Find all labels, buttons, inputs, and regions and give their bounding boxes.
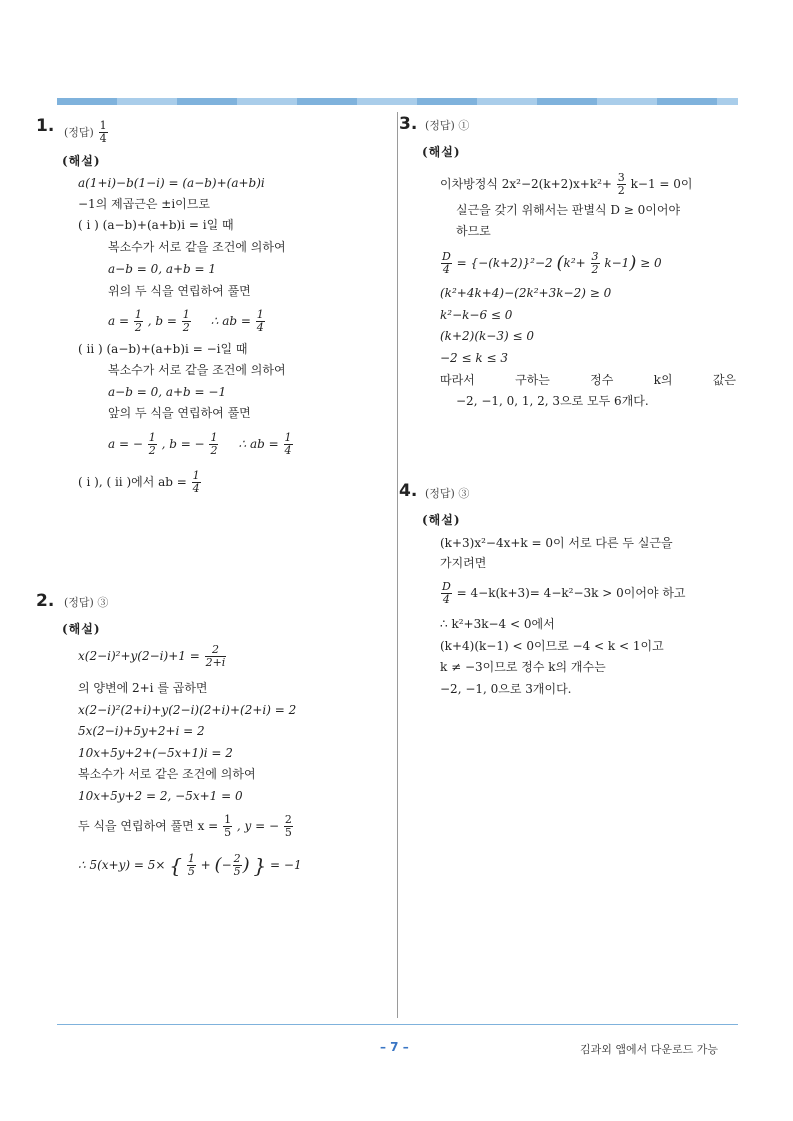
q3-heading: (해설) [422,145,461,159]
q2-answer: (정답) ③ [64,596,109,609]
q4-line: (k+3)x²−4x+k = 0이 서로 다른 두 실근을 [440,536,673,550]
q1-case2-line: 복소수가 서로 같을 조건에 의하여 [108,363,286,377]
q1-case1-line: a−b = 0, a+b = 1 [108,262,217,276]
footer-text: 김과외 앱에서 다운로드 가능 [580,1043,719,1056]
q2-line: 두 식을 연립하여 풀면 x = $\frac{1}{5}$ , y = − $\frac{2}{5}$ [78,813,292,839]
q1-case2: ( ii ) (a−b)+(a+b)i = −i일 때 [78,342,248,356]
q2-line: 5x(2−i)+5y+2+i = 2 [78,724,205,738]
q4-conclusion: −2, −1, 0으로 3개이다. [440,682,572,696]
header-bar [57,98,738,105]
q2-line: 복소수가 서로 같은 조건에 의하여 [78,767,256,781]
column-divider [397,112,398,1018]
q1-equation: a(1+i)−b(1−i) = (a−b)+(a+b)i [78,176,265,190]
q3-line: 하므로 [456,224,491,238]
q3-line: k²−k−6 ≤ 0 [440,308,513,322]
q1-case2-line: a−b = 0, a+b = −1 [108,385,227,399]
q1-case1-result: a = $\frac{1}{2}$ , b = $\frac{1}{2}$ ∴ ab = $\frac{1}{4}$ [108,308,264,334]
footer-divider [57,1024,738,1025]
q2-line: 의 양변에 2+i 를 곱하면 [78,681,208,695]
q2-line: 10x+5y+2 = 2, −5x+1 = 0 [78,789,243,803]
q1-line: −1의 제곱근은 ±i이므로 [78,197,210,211]
q3-number: 3. [399,114,418,134]
q1-number: 1. [36,116,55,136]
q3-justified-line: 따라서 구하는 정수 k의 값은 [440,373,736,387]
q2-heading: (해설) [62,622,101,636]
q1-case1-line: 복소수가 서로 같을 조건에 의하여 [108,240,286,254]
q3-line: (k+2)(k−3) ≤ 0 [440,329,534,343]
q4-line: k ≠ −3이므로 정수 k의 개수는 [440,660,606,674]
q1-conclusion: ( i ), ( ii )에서 ab = $\frac{1}{4}$ [78,469,200,495]
q3-discriminant: $\frac{D}{4}$ = {−(k+2)}²−2 (k²+ $\frac{3}{2}$ k−1) ≥ 0 [442,250,662,276]
q1-case1: ( i ) (a−b)+(a+b)i = i일 때 [78,218,234,232]
q4-heading: (해설) [422,513,461,527]
q1-case2-line: 앞의 두 식을 연립하여 풀면 [108,406,251,420]
q2-result: ∴ 5(x+y) = 5× { $\frac{1}{5}$ + (− $\frac{2}{5}$ ) } = −1 [78,852,302,878]
q4-line: ∴ k²+3k−4 < 0에서 [440,617,555,631]
q4-discriminant: $\frac{D}{4}$ = 4−k(k+3)= 4−k²−3k > 0이어야 하고 [442,580,686,606]
q2-line: x(2−i)²+y(2−i)+1 = $\frac{2}{2+i}$ [78,643,226,669]
q4-number: 4. [399,481,418,501]
q4-line: 가지려면 [440,556,487,570]
q2-line: 10x+5y+2+(−5x+1)i = 2 [78,746,233,760]
q1-case1-line: 위의 두 식을 연립하여 풀면 [108,284,251,298]
q1-case2-result: a = − $\frac{1}{2}$ , b = − $\frac{1}{2}$ ∴ ab = $\frac{1}{4}$ [108,431,292,457]
q2-number: 2. [36,591,55,611]
q3-line: 실근을 갖기 위해서는 판별식 D ≥ 0이어야 [456,203,681,217]
q3-answer: (정답) ① [425,119,470,132]
q1-answer: (정답) $\frac{1}{4}$ [64,119,107,145]
q4-line: (k+4)(k−1) < 0이므로 −4 < k < 1이고 [440,639,664,653]
q3-line: 이차방정식 2x²−2(k+2)x+k²+ $\frac{3}{2}$ k−1 = 0이 [440,171,693,197]
q1-heading: (해설) [62,154,101,168]
q3-line: (k²+4k+4)−(2k²+3k−2) ≥ 0 [440,286,612,300]
q2-line: x(2−i)²(2+i)+y(2−i)(2+i)+(2+i) = 2 [78,703,297,717]
q4-answer: (정답) ③ [425,487,470,500]
q3-line: −2 ≤ k ≤ 3 [440,351,508,365]
page-number: – 7 – [380,1040,409,1054]
q3-conclusion: −2, −1, 0, 1, 2, 3으로 모두 6개다. [456,394,649,408]
